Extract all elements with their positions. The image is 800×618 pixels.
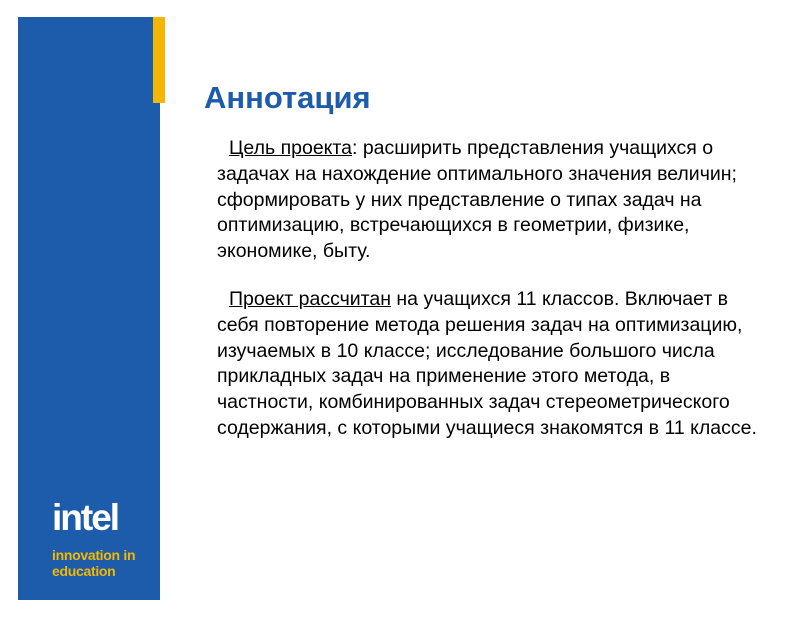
paragraph-goal [217,136,757,265]
tagline-line-1: innovation in [52,547,136,563]
paragraph-text: на учащихся 11 классов. Включает в себя повторение метода решения задач на оптимизацию, изучаемых в 10 классе; исследование большого числа прикладных задач на применение этого метода, в частности, комбинированных задач стереометрического содержания, с которыми учащиеся знакомятся в 11 классе. [217,287,757,439]
paragraph-text: : расширить представления учащихся о задачах на нахождение оптимального значения величин; сформировать у них представление о типах задач на оптимизацию, встречающихся в геометрии, физике, экономике, быту. [217,137,737,263]
slide-title: Аннотация [204,80,371,115]
accent-bar [153,17,165,103]
slide-body [217,136,757,442]
paragraph-term: Цель проекта [229,137,352,159]
logo-tagline [52,547,135,579]
intel-logo: intel [52,497,119,538]
paragraph-term: Проект рассчитан [229,287,391,310]
paragraph-scope [217,287,757,442]
tagline-line-2: education [52,563,116,579]
